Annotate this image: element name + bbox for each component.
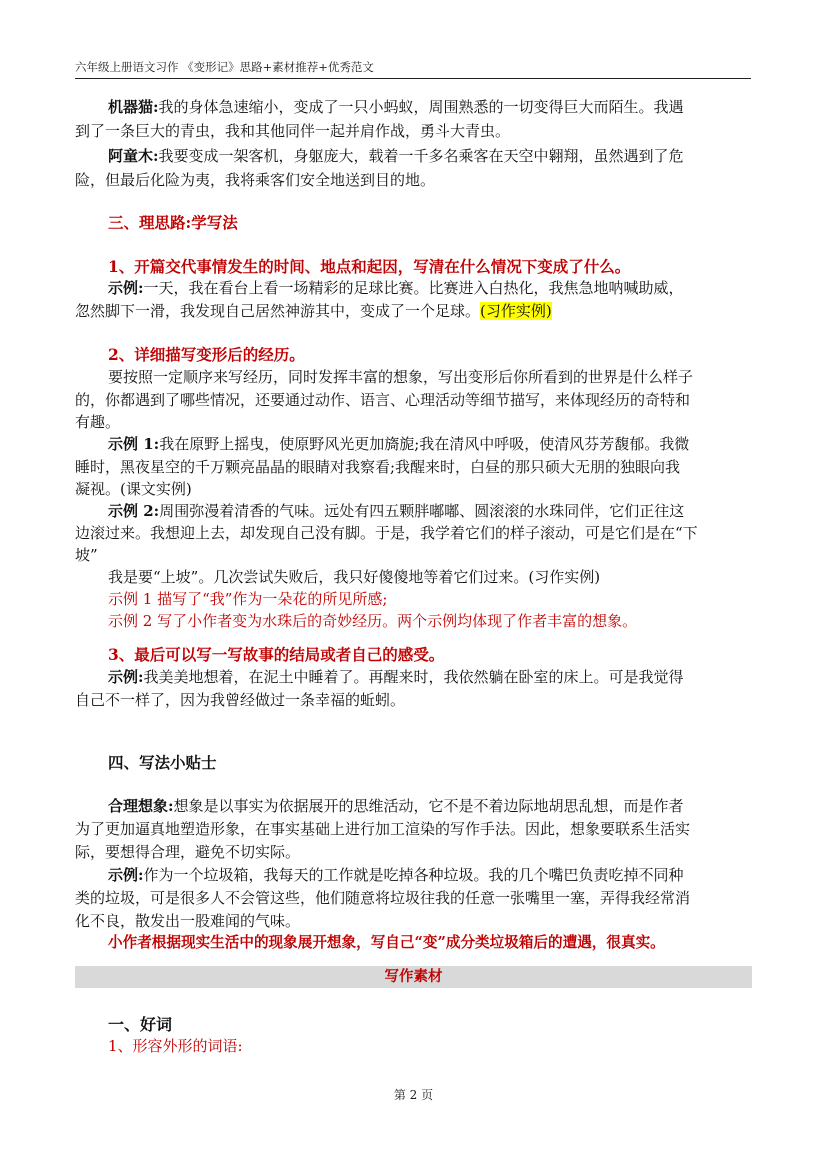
example-label: 示例 1:: [108, 435, 160, 453]
example-label: 阿童木:: [108, 147, 159, 165]
page-number: 第 2 页: [393, 1088, 434, 1102]
body-line: 为了更加逼真地塑造形象，在事实基础上进行加工渲染的写作手法。因此，想象要联系生活实: [75, 820, 691, 838]
point-title: 2、详细描写变形后的经历。: [108, 345, 305, 364]
example-line: 坡”: [75, 546, 98, 564]
example-line: [75, 300, 552, 322]
example-line: 到了一条巨大的青虫，我和其他同伴一起并肩作战，勇斗大青虫。: [75, 122, 511, 140]
example-label: 示例:: [108, 279, 144, 297]
example-label: 示例 2:: [108, 502, 160, 520]
section-banner: 写作素材: [75, 966, 752, 988]
analysis-note: 示例 1 描写了“我”作为一朵花的所见所感;: [108, 590, 388, 608]
example-text: 我美美地想着，在泥土中睡着了。再醒来时，我依然躺在卧室的床上。可是我觉得: [143, 668, 684, 686]
analysis-note: 示例 2 写了小作者变为水珠后的奇妙经历。两个示例均体现了作者丰富的想象。: [108, 612, 638, 630]
source-tag-highlight: (习作实例): [480, 302, 552, 320]
term-label: 合理想象:: [108, 797, 174, 815]
example-line: 睡时，黑夜星空的千万颗亮晶晶的眼睛对我察看;我醒来时，白昼的那只硕大无朋的独眼向我: [75, 458, 681, 476]
example-line: [108, 864, 684, 886]
example-line: 险，但最后化险为夷，我将乘客们安全地送到目的地。: [75, 171, 436, 189]
example-text: 周围弥漫着清香的气味。远处有四五颗胖嘟嘟、圆滚滚的水珠同伴，它们正往这: [159, 502, 685, 520]
point-title: 3、最后可以写一写故事的结局或者自己的感受。: [108, 645, 445, 664]
example-line: 自己不一样了，因为我曾经做过一条幸福的蚯蚓。: [75, 691, 406, 709]
page-header: 六年级上册语文习作 《变形记》思路+素材推荐+优秀范文: [75, 58, 751, 79]
example-line: [108, 96, 684, 118]
example-label: 示例:: [108, 866, 144, 884]
example-label: 示例:: [108, 668, 144, 686]
example-text: 忽然脚下一滑，我发现自己居然神游其中，变成了一个足球。: [75, 302, 481, 320]
body-line: 际，要想得合理，避免不切实际。: [75, 843, 301, 861]
comment-line: 小作者根据现实生活中的现象展开想象，写自己“变”成分类垃圾箱后的遭遇，很真实。: [108, 934, 665, 951]
body-text: 想象是以事实为依据展开的思维活动，它不是不着边际地胡思乱想，而是作者: [173, 797, 684, 815]
example-line: [108, 145, 684, 167]
example-line: [108, 433, 689, 455]
example-line: 边滚过来。我想迎上去，却发现自己没有脚。于是，我学着它们的样子滚动，可是它们是在“下: [75, 524, 698, 542]
example-label: 机器猫:: [108, 98, 159, 116]
body-line: 的，你都遇到了哪些情况，还要通过动作、语言、心理活动等细节描写，来体现经历的奇特和: [75, 391, 691, 409]
section-title: 三、理思路:学写法: [108, 213, 238, 232]
example-text: 我的身体急速缩小，变成了一只小蚂蚁，周围熟悉的一切变得巨大而陌生。我遇: [158, 98, 684, 116]
example-line: 类的垃圾，可是很多人不会管这些，他们随意将垃圾往我的任意一张嘴里一塞，弄得我经常消: [75, 889, 691, 907]
example-line: [108, 666, 684, 688]
point-title: 1、开篇交代事情发生的时间、地点和起因，写清在什么情况下变成了什么。: [108, 257, 631, 276]
body-line: 要按照一定顺序来写经历，同时发挥丰富的想象，写出变形后你所看到的世界是什么样子: [108, 368, 694, 386]
subsection-title: 一、好词: [108, 1015, 173, 1034]
section-title: 四、写法小贴士: [108, 753, 217, 772]
example-line: 凝视。(课文实例): [75, 480, 192, 498]
example-line: 化不良，散发出一股难闻的气味。: [75, 912, 301, 930]
example-text: 我在原野上摇曳，使原野风光更加旖旎;我在清风中呼吸，使清风芬芳馥郁。我微: [159, 435, 690, 453]
subsection-heading: 1、形容外形的词语:: [108, 1037, 243, 1055]
example-text: 我要变成一架客机，身躯庞大，载着一千多名乘客在天空中翱翔，虽然遇到了危: [158, 147, 684, 165]
body-line: [108, 795, 684, 817]
example-line: 我是要“上坡”。几次尝试失败后，我只好傻傻地等着它们过来。(习作实例): [108, 568, 601, 586]
example-text: 一天，我在看台上看一场精彩的足球比赛。比赛进入白热化，我焦急地呐喊助威，: [143, 279, 684, 297]
example-text: 作为一个垃圾箱，我每天的工作就是吃掉各种垃圾。我的几个嘴巴负责吃掉不同种: [143, 866, 684, 884]
example-line: [108, 277, 684, 299]
body-line: 有趣。: [75, 413, 121, 431]
example-line: [108, 500, 684, 522]
